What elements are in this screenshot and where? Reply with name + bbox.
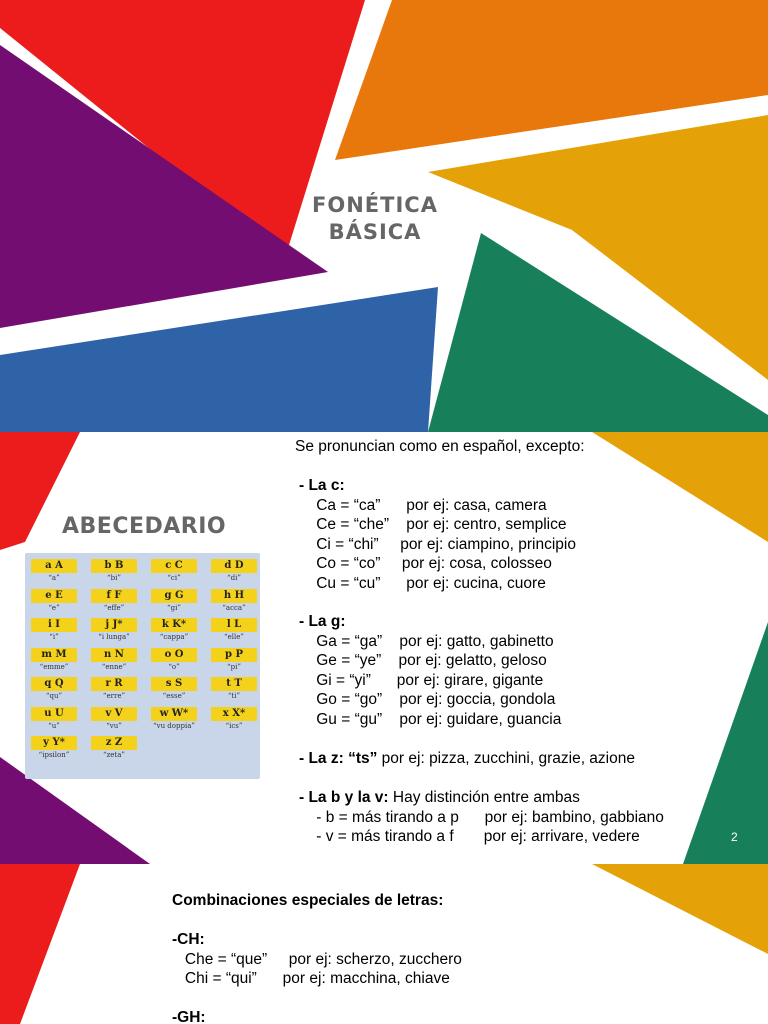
alphabet-pronunciation: “i” (49, 633, 59, 641)
alphabet-cell (91, 618, 137, 642)
slide-2 (0, 432, 768, 864)
alphabet-cell (91, 707, 137, 731)
alphabet-cell (91, 736, 137, 760)
alphabet-letter: y Y* (31, 736, 77, 750)
red-shape (0, 864, 80, 1024)
alphabet-cell (91, 589, 137, 613)
alphabet-letter: w W* (151, 707, 197, 721)
alphabet-cell (211, 648, 257, 672)
alphabet-letter: g G (151, 589, 197, 603)
alphabet-cell (151, 618, 197, 642)
z-header: - La z: “ts” (299, 750, 378, 767)
bv-header: - La b y la v: (299, 789, 389, 806)
alphabet-pronunciation: “qu” (45, 692, 63, 700)
alphabet-pronunciation: “bi” (107, 574, 121, 582)
alphabet-pronunciation: “di” (227, 574, 241, 582)
green-shape (683, 622, 768, 864)
alphabet-cell (151, 589, 197, 613)
slide-3 (0, 864, 768, 1024)
alphabet-cell (31, 618, 77, 642)
ch-line: Che = “que” por ej: scherzo, zucchero (172, 950, 462, 968)
title-line-1: FONÉTICA (312, 193, 438, 217)
alphabet-cell (151, 707, 197, 731)
alphabet-cell (91, 648, 137, 672)
gold-shape (592, 864, 768, 954)
alphabet-letter: s S (151, 677, 197, 691)
alphabet-pronunciation: “cappa” (159, 633, 189, 641)
alphabet-pronunciation: “enne” (101, 662, 127, 671)
gh-section (172, 1008, 206, 1024)
z-line (299, 749, 635, 769)
alphabet-letter: h H (211, 589, 257, 603)
alphabet-cell (91, 559, 137, 583)
alphabet-cell (151, 559, 197, 583)
z-rest: por ej: pizza, zucchini, grazie, azione (377, 750, 635, 767)
alphabet-pronunciation: “zeta” (103, 751, 125, 759)
alphabet-letter: q Q (31, 677, 77, 691)
alphabet-cell (211, 707, 257, 731)
title-line-2: BÁSICA (328, 220, 422, 245)
alphabet-pronunciation: “vu” (106, 721, 122, 730)
alphabet-pronunciation: “e” (48, 603, 60, 612)
alphabet-image (25, 553, 260, 779)
alphabet-pronunciation: “o” (168, 662, 180, 671)
alphabet-cell (31, 677, 77, 701)
alphabet-letter: u U (31, 707, 77, 721)
alphabet-cell (31, 648, 77, 672)
bv-rest: Hay distinción entre ambas (388, 789, 580, 806)
alphabet-pronunciation: “pi” (227, 662, 241, 671)
alphabet-letter: k K* (151, 618, 197, 632)
alphabet-letter: p P (211, 648, 257, 662)
alphabet-pronunciation: “erre” (102, 692, 126, 700)
alphabet-letter: z Z (91, 736, 137, 750)
alphabet-letter: r R (91, 677, 137, 691)
alphabet-letter: j J* (91, 618, 137, 632)
alphabet-cell (211, 559, 257, 583)
alphabet-cell (31, 707, 77, 731)
alphabet-letter: n N (91, 648, 137, 662)
alphabet-cell (31, 589, 77, 613)
g-section (299, 612, 561, 729)
alphabet-pronunciation: “i lunga” (98, 633, 130, 641)
alphabet-letter: l L (211, 618, 257, 632)
alphabet-letter: x X* (211, 707, 257, 721)
c-line: Co = “co” por ej: cosa, colosseo (299, 555, 552, 572)
page-number: 2 (731, 830, 738, 844)
alphabet-letter: m M (31, 648, 77, 662)
ch-header: -CH: (172, 931, 205, 948)
slide-1 (0, 0, 768, 432)
heading-text: Combinaciones especiales de letras: (172, 892, 444, 909)
ch-section (172, 930, 462, 989)
alphabet-cell (31, 736, 77, 760)
g-line: Ga = “ga” por ej: gatto, gabinetto (299, 632, 554, 650)
c-line: Ce = “che” por ej: centro, semplice (299, 516, 567, 533)
alphabet-letter: o O (151, 648, 197, 662)
bv-line: - v = más tirando a f por ej: arrivare, vedere (299, 828, 640, 845)
c-line: Cu = “cu” por ej: cucina, cuore (299, 574, 546, 592)
alphabet-cell (151, 648, 197, 672)
alphabet-cell (211, 589, 257, 613)
alphabet-pronunciation: “a” (48, 574, 60, 582)
alphabet-pronunciation: “esse” (162, 692, 186, 700)
intro-text: Se pronuncian como en español, excepto: (295, 438, 585, 455)
slide-3-heading (172, 891, 443, 911)
c-section (299, 476, 576, 593)
slide-title (300, 192, 450, 247)
g-line: Ge = “ye” por ej: gelatto, geloso (299, 652, 547, 669)
alphabet-pronunciation: “elle” (224, 633, 244, 641)
alphabet-pronunciation: “ci” (167, 574, 181, 582)
alphabet-pronunciation: “vu doppia” (153, 721, 195, 730)
alphabet-pronunciation: “ti” (227, 692, 241, 700)
alphabet-cell (151, 677, 197, 701)
g-line: Go = “go” por ej: goccia, gondola (299, 691, 556, 708)
alphabet-pronunciation: “acca” (222, 603, 246, 612)
alphabet-letter: v V (91, 707, 137, 721)
g-line: Gu = “gu” por ej: guidare, guancia (299, 710, 562, 728)
abecedario-title: ABECEDARIO (62, 514, 227, 539)
ch-line: Chi = “qui” por ej: macchina, chiave (172, 970, 450, 987)
alphabet-letter: d D (211, 559, 257, 573)
c-line: Ca = “ca” por ej: casa, camera (299, 496, 547, 514)
gold-shape (592, 432, 768, 542)
alphabet-pronunciation: “gi” (167, 603, 181, 612)
alphabet-cell (31, 559, 77, 583)
alphabet-cell (211, 677, 257, 701)
alphabet-pronunciation: “ipsilon” (38, 751, 70, 759)
alphabet-letter: c C (151, 559, 197, 573)
bv-section (299, 788, 664, 847)
c-line: Ci = “chi” por ej: ciampino, principio (299, 535, 576, 553)
alphabet-pronunciation: “effe” (103, 603, 125, 612)
alphabet-cell (91, 677, 137, 701)
gh-header: -GH: (172, 1009, 206, 1024)
alphabet-cell (211, 618, 257, 642)
alphabet-pronunciation: “u” (48, 721, 60, 730)
c-header: - La c: (299, 477, 345, 494)
g-line: Gi = “yi” por ej: girare, gigante (299, 671, 544, 689)
alphabet-letter: i I (31, 618, 77, 632)
alphabet-pronunciation: “emme” (39, 662, 69, 671)
alphabet-letter: b B (91, 559, 137, 573)
alphabet-letter: a A (31, 559, 77, 573)
g-header: - La g: (299, 613, 346, 630)
alphabet-letter: t T (211, 677, 257, 691)
alphabet-letter: f F (91, 589, 137, 603)
bv-line: - b = más tirando a p por ej: bambino, gabbiano (299, 808, 664, 826)
alphabet-letter: e E (31, 589, 77, 603)
alphabet-pronunciation: “ics” (225, 721, 243, 730)
